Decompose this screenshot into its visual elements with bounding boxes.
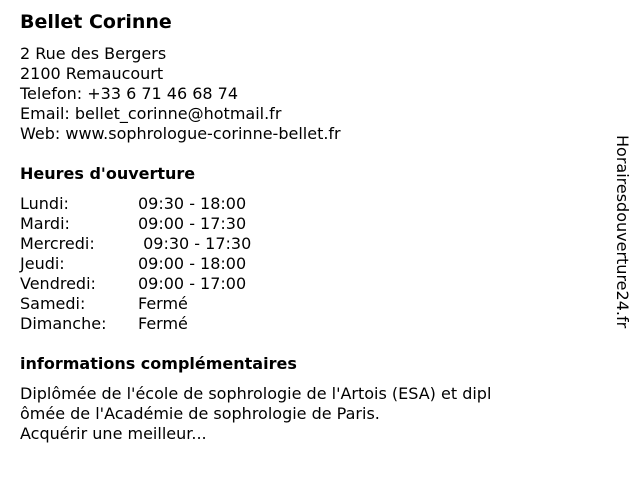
day-label: Samedi: xyxy=(20,294,86,313)
day-label: Mercredi: xyxy=(20,234,95,253)
address-line-2: 2100 Remaucourt xyxy=(20,64,164,83)
info-text-line-3: Acquérir une meilleur... xyxy=(20,424,207,443)
hours-row-tuesday xyxy=(20,214,580,234)
time-value: 09:00 - 18:00 xyxy=(138,254,247,273)
info-text-line-1: Diplômée de l'école de sophrologie de l'Artois (ESA) et dipl xyxy=(20,384,492,403)
time-value: 09:30 - 17:30 xyxy=(138,234,252,253)
business-card xyxy=(20,10,580,444)
address-line-1: 2 Rue des Bergers xyxy=(20,44,167,63)
business-name: Bellet Corinne xyxy=(20,11,172,33)
time-value: 09:30 - 18:00 xyxy=(138,194,247,213)
hours-row-wednesday xyxy=(20,234,580,254)
day-label: Mardi: xyxy=(20,214,70,233)
hours-table xyxy=(20,194,580,334)
phone-line[interactable]: Telefon: +33 6 71 46 68 74 xyxy=(20,84,239,103)
time-value: Fermé xyxy=(138,314,188,333)
time-value: 09:00 - 17:30 xyxy=(138,214,247,233)
hours-title: Heures d'ouverture xyxy=(20,164,196,183)
info-text xyxy=(20,384,540,444)
email-line[interactable]: Email: bellet_corinne@hotmail.fr xyxy=(20,104,282,123)
info-title: informations complémentaires xyxy=(20,354,297,373)
hours-row-friday xyxy=(20,274,580,294)
web-line[interactable]: Web: www.sophrologue-corinne-bellet.fr xyxy=(20,124,341,143)
side-brand-text: Horairesdouverture24.fr xyxy=(613,135,632,329)
day-label: Lundi: xyxy=(20,194,69,213)
hours-row-sunday xyxy=(20,314,580,334)
hours-row-thursday xyxy=(20,254,580,274)
day-label: Jeudi: xyxy=(20,254,65,273)
day-label: Dimanche: xyxy=(20,314,107,333)
time-value: 09:00 - 17:00 xyxy=(138,274,247,293)
day-label: Vendredi: xyxy=(20,274,96,293)
hours-row-saturday xyxy=(20,294,580,314)
hours-row-monday xyxy=(20,194,580,214)
info-text-line-2: ômée de l'Académie de sophrologie de Paris. xyxy=(20,404,380,423)
time-value: Fermé xyxy=(138,294,188,313)
